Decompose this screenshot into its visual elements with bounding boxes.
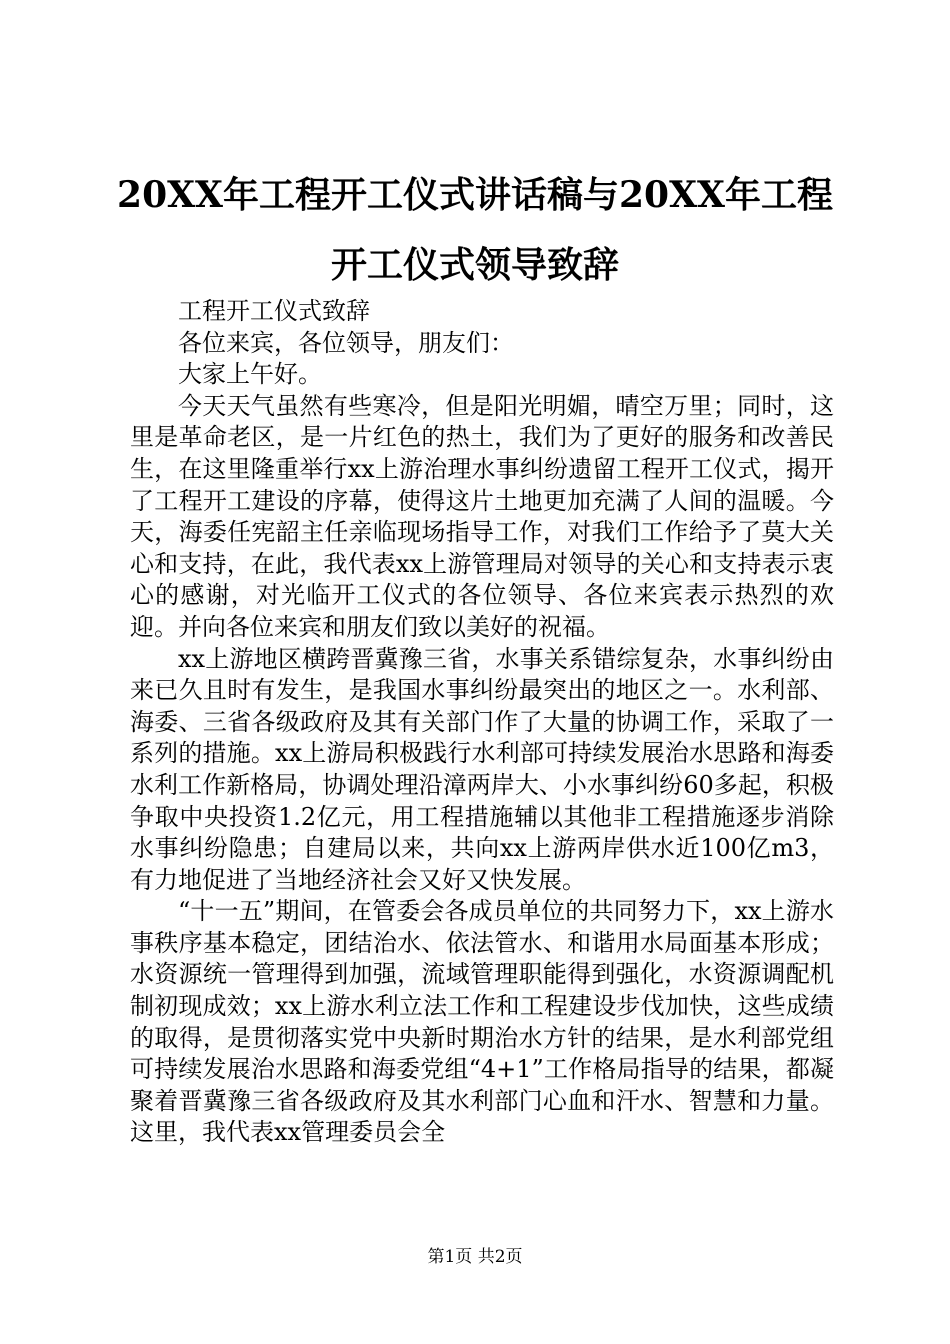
paragraph: “十一五”期间，在管委会各成员单位的共同努力下，xx上游水事秩序基本稳定，团结治水、依法管水、和谐用水局面基本形成；水资源统一管理得到加强，流域管理职能得到强化，水资源调配机制初现成效；xx上游水利立法工作和工程建设步伐加快，这些成绩的取得，是贯彻落实党中央新时期治水方针的结果，是水利部党组可持续发展治水思路和海委党组“4+1”工作格局指导的结果，都凝聚着晋冀豫三省各级政府及其水利部门心血和汗水、智慧和力量。这里，我代表xx管理委员会全 xyxy=(130,897,834,1147)
page-footer: 第1页 共2页 xyxy=(427,1247,523,1267)
salutation: 各位来宾，各位领导，朋友们： xyxy=(178,328,514,357)
paragraph: xx上游地区横跨晋冀豫三省，水事关系错综复杂，水事纠纷由来已久且时有发生，是我国水事纠纷最突出的地区之一。水利部、海委、三省各级政府及其有关部门作了大量的协调工作，采取了一系列的措施。xx上游局积极践行水利部可持续发展治水思路和海委水利工作新格局，协调处理沿漳两岸大、小水事纠纷60多起，积极争取中央投资1.2亿元，用工程措施辅以其他非工程措施逐步消除水事纠纷隐患；自建局以来，共向xx上游两岸供水近100亿m3，有力地促进了当地经济社会又好又快发展。 xyxy=(130,644,834,894)
paragraph: 今天天气虽然有些寒冷，但是阳光明媚，晴空万里；同时，这里是革命老区，是一片红色的热土，我们为了更好的服务和改善民生，在这里隆重举行xx上游治理水事纠纷遗留工程开工仪式，揭开了工程开工建设的序幕，使得这片土地更加充满了人间的温暖。今天，海委任宪韶主任亲临现场指导工作，对我们工作给予了莫大关心和支持，在此，我代表xx上游管理局对领导的关心和支持表示衷心的感谢，对光临开工仪式的各位领导、各位来宾表示热烈的欢迎。并向各位来宾和朋友们致以美好的祝福。 xyxy=(130,391,834,641)
page-title: 20XX年工程开工仪式讲话稿与20XX年工程开工仪式领导致辞 xyxy=(117,174,833,286)
greeting: 大家上午好。 xyxy=(178,360,322,389)
document-body xyxy=(130,296,834,1149)
speech-heading: 工程开工仪式致辞 xyxy=(178,297,370,325)
